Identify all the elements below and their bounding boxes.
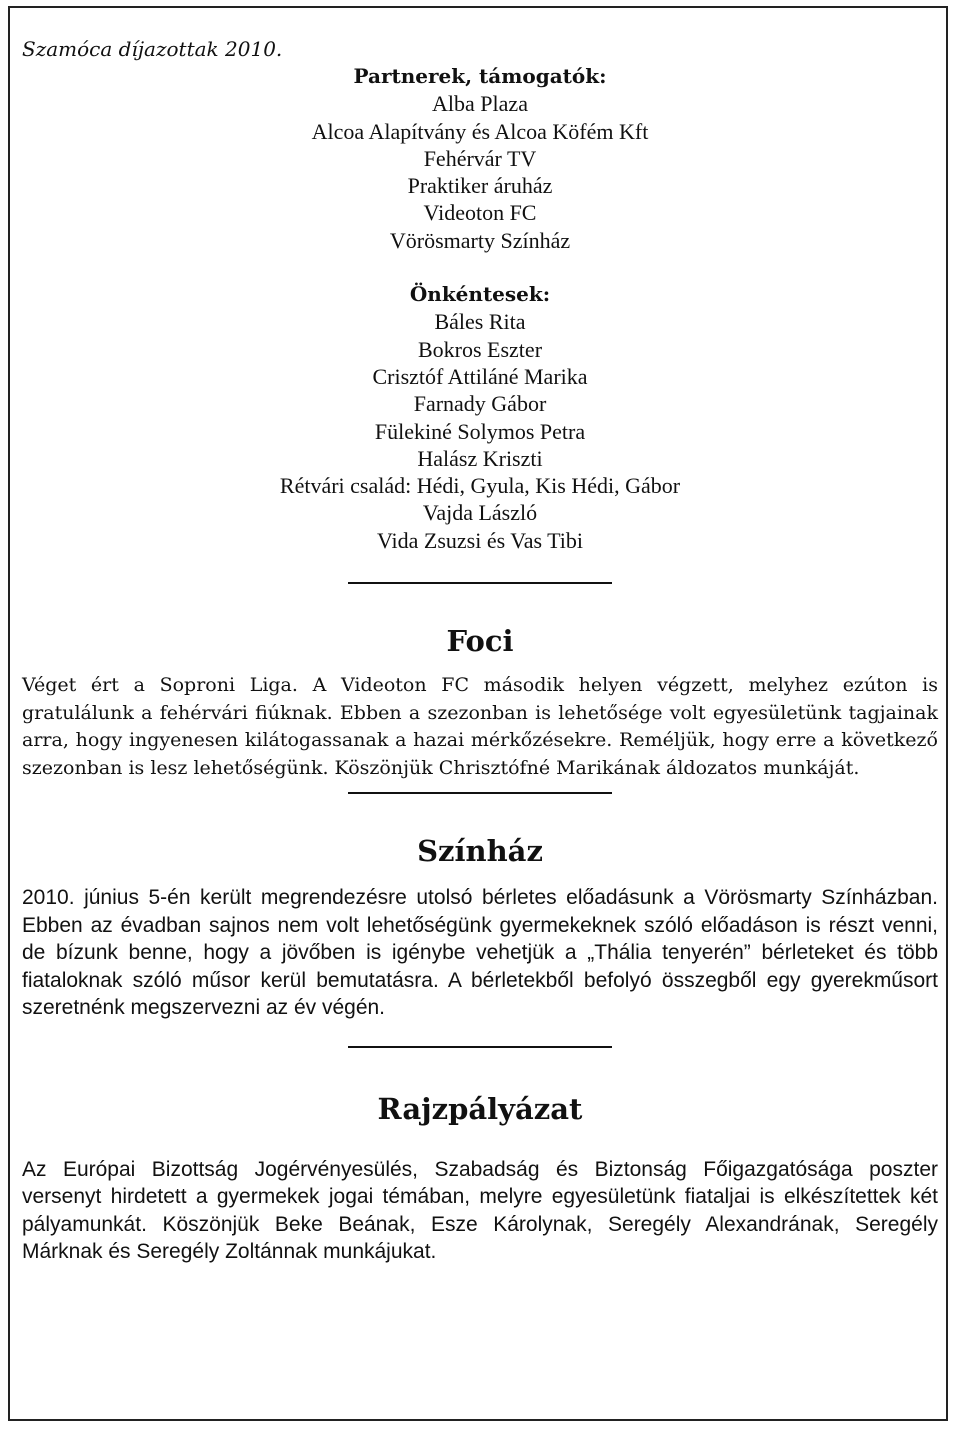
page-content [22,36,938,1266]
rajzpalyazat-title: Rajzpályázat [377,1091,583,1126]
partner-item: Alcoa Alapítvány és Alcoa Köfém Kft [311,118,649,144]
volunteer-item: Fülekiné Solymos Petra [374,418,586,444]
section-divider [348,1046,612,1048]
volunteer-item: Halász Kriszti [417,445,543,471]
partner-item: Videoton FC [423,200,537,226]
foci-paragraph: Véget ért a Soproni Liga. A Videoton FC második helyen végzett, melyhez ezúton is gratulálunk a fehérvári fiúknak. Ebben a szezonban is lehetősége volt egyesületünk tagjainak arra, hogy ingyenesen kilátogassanak a hazai mérkőzésekre. Reméljük, hogy erre a következő szezonban is lesz lehetőségünk. Köszönjük Chrisztófné Marikának áldozatos munkáját. [22,674,938,779]
volunteer-item: Bokros Eszter [417,336,543,362]
partners-list [22,63,938,254]
volunteer-item: Crisztóf Attiláné Marika [372,363,588,389]
intro-line: Szamóca díjazottak 2010. [22,37,283,61]
volunteer-item: Vida Zsuzsi és Vas Tibi [376,527,584,553]
szinhaz-paragraph: 2010. június 5-én került megrendezésre utolsó bérletes előadásunk a Vörösmarty Színházban. Ebben az évadban sajnos nem volt lehetőségünk gyermekeknek szóló előadáson is részt venni, de bízunk benne, hogy a jövőben is igénybe vehetjük a „Thália tenyerén” bérleteket és több fiataloknak szóló műsor kerül bemutatásra. A bérletekből befolyó összegből egy gyerekműsort szeretnénk megszervezni az év végén. [22,886,938,1020]
szinhaz-title: Színház [417,834,543,869]
section-divider [348,582,612,584]
page-frame [8,6,948,1421]
partner-item: Vörösmarty Színház [389,227,571,253]
section-divider [348,792,612,794]
volunteer-item: Báles Rita [434,309,526,335]
volunteers-heading: Önkéntesek: [409,282,551,307]
partner-item: Fehérvár TV [423,145,537,171]
partner-item: Alba Plaza [432,91,528,117]
spacer [22,254,938,281]
partners-heading: Partnerek, támogatók: [353,64,607,88]
volunteer-item: Vajda László [422,500,538,526]
foci-title: Foci [446,624,514,659]
rajzpalyazat-paragraph: Az Európai Bizottság Jogérvényesülés, Szabadság és Biztonság Főigazgatósága poszter versenyt hirdetett a gyermekek jogai témában, melyre egyesületünk fiataljai is elkészítettek két pályamunkát. Köszönjük Beke Beának, Esze Károlynak, Seregély Alexandrának, Seregély Márknak és Seregély Zoltánnak munkájukat. [22,1157,938,1264]
partner-item: Praktiker áruház [407,173,553,199]
volunteer-item: Farnady Gábor [413,391,547,417]
volunteers-list [22,281,938,554]
volunteer-item: Rétvári család: Hédi, Gyula, Kis Hédi, Gábor [279,473,681,499]
